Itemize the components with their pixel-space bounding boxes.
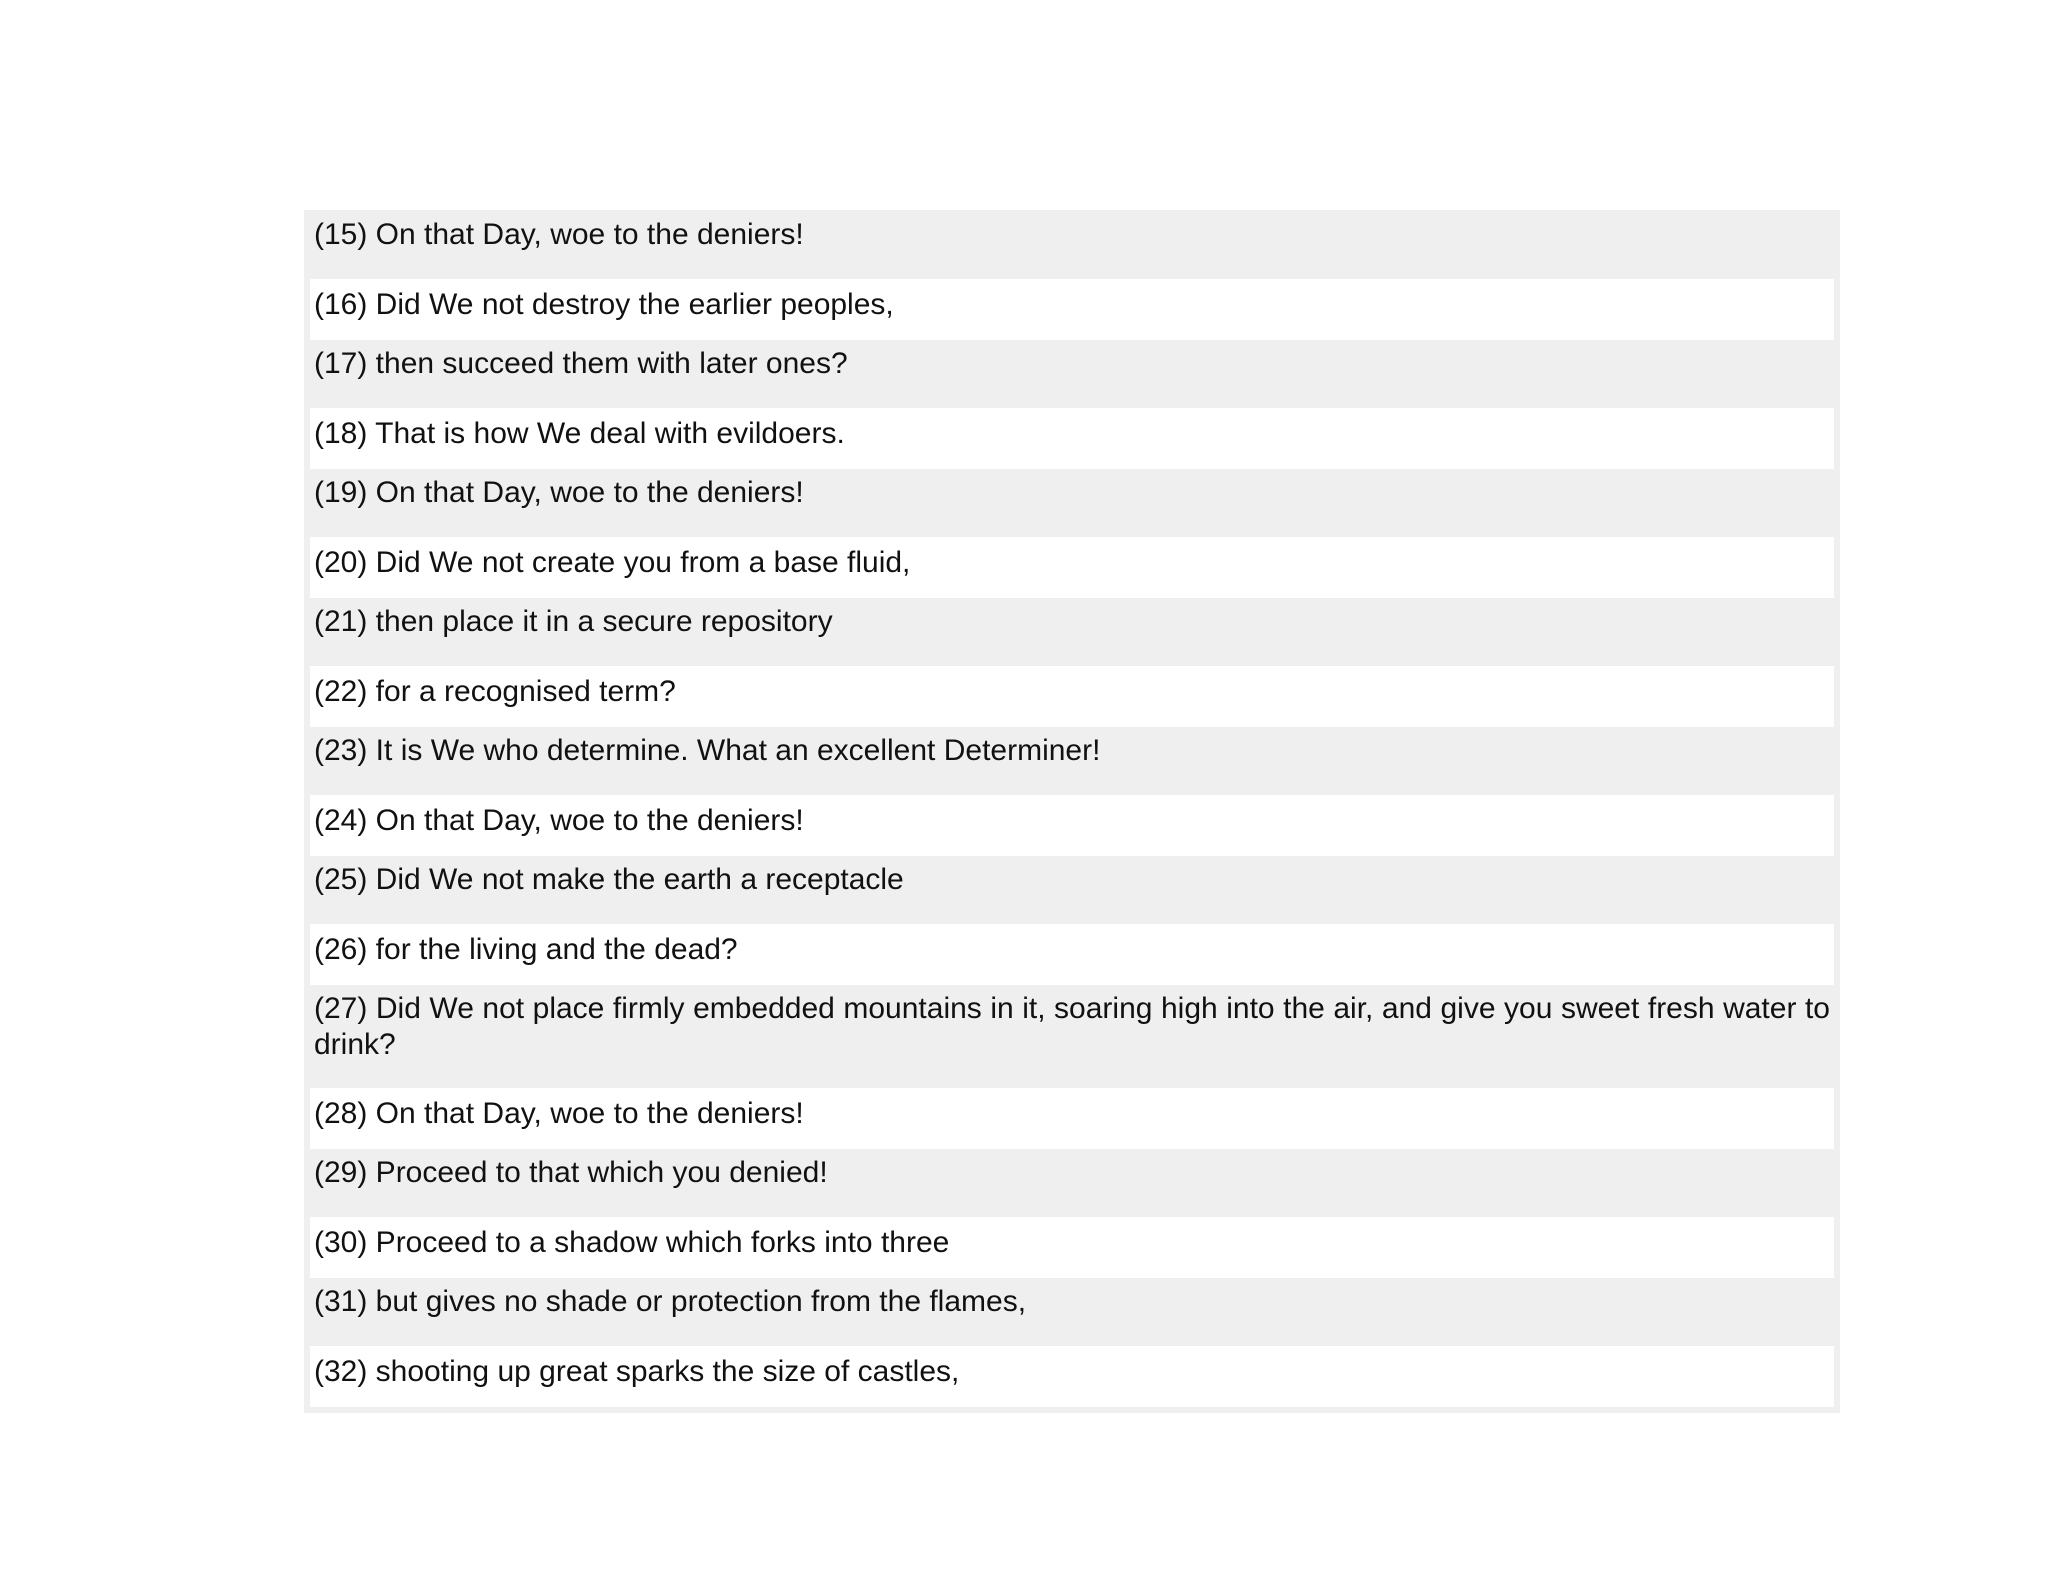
verse-row-25: (25) Did We not make the earth a receptacle [310,856,1834,924]
verse-row-18: (18) That is how We deal with evildoers. [310,408,1834,469]
verse-row-27: (27) Did We not place firmly embedded mountains in it, soaring high into the air, and give you sweet fresh water to drink? [310,985,1834,1088]
verse-row-15: (15) On that Day, woe to the deniers! [310,210,1834,279]
verse-row-28: (28) On that Day, woe to the deniers! [310,1088,1834,1149]
verse-row-20: (20) Did We not create you from a base fluid, [310,537,1834,598]
verse-row-21: (21) then place it in a secure repository [310,598,1834,666]
verse-row-26: (26) for the living and the dead? [310,924,1834,985]
verse-row-16: (16) Did We not destroy the earlier peoples, [310,279,1834,340]
verse-table [304,210,1840,1413]
verse-row-29: (29) Proceed to that which you denied! [310,1149,1834,1217]
verse-row-23: (23) It is We who determine. What an excellent Determiner! [310,727,1834,795]
verse-row-31: (31) but gives no shade or protection from the flames, [310,1278,1834,1346]
verse-row-32: (32) shooting up great sparks the size of castles, [310,1346,1834,1407]
verse-row-30: (30) Proceed to a shadow which forks into three [310,1217,1834,1278]
verse-row-19: (19) On that Day, woe to the deniers! [310,469,1834,537]
verse-row-22: (22) for a recognised term? [310,666,1834,727]
verse-row-17: (17) then succeed them with later ones? [310,340,1834,408]
verse-row-24: (24) On that Day, woe to the deniers! [310,795,1834,856]
